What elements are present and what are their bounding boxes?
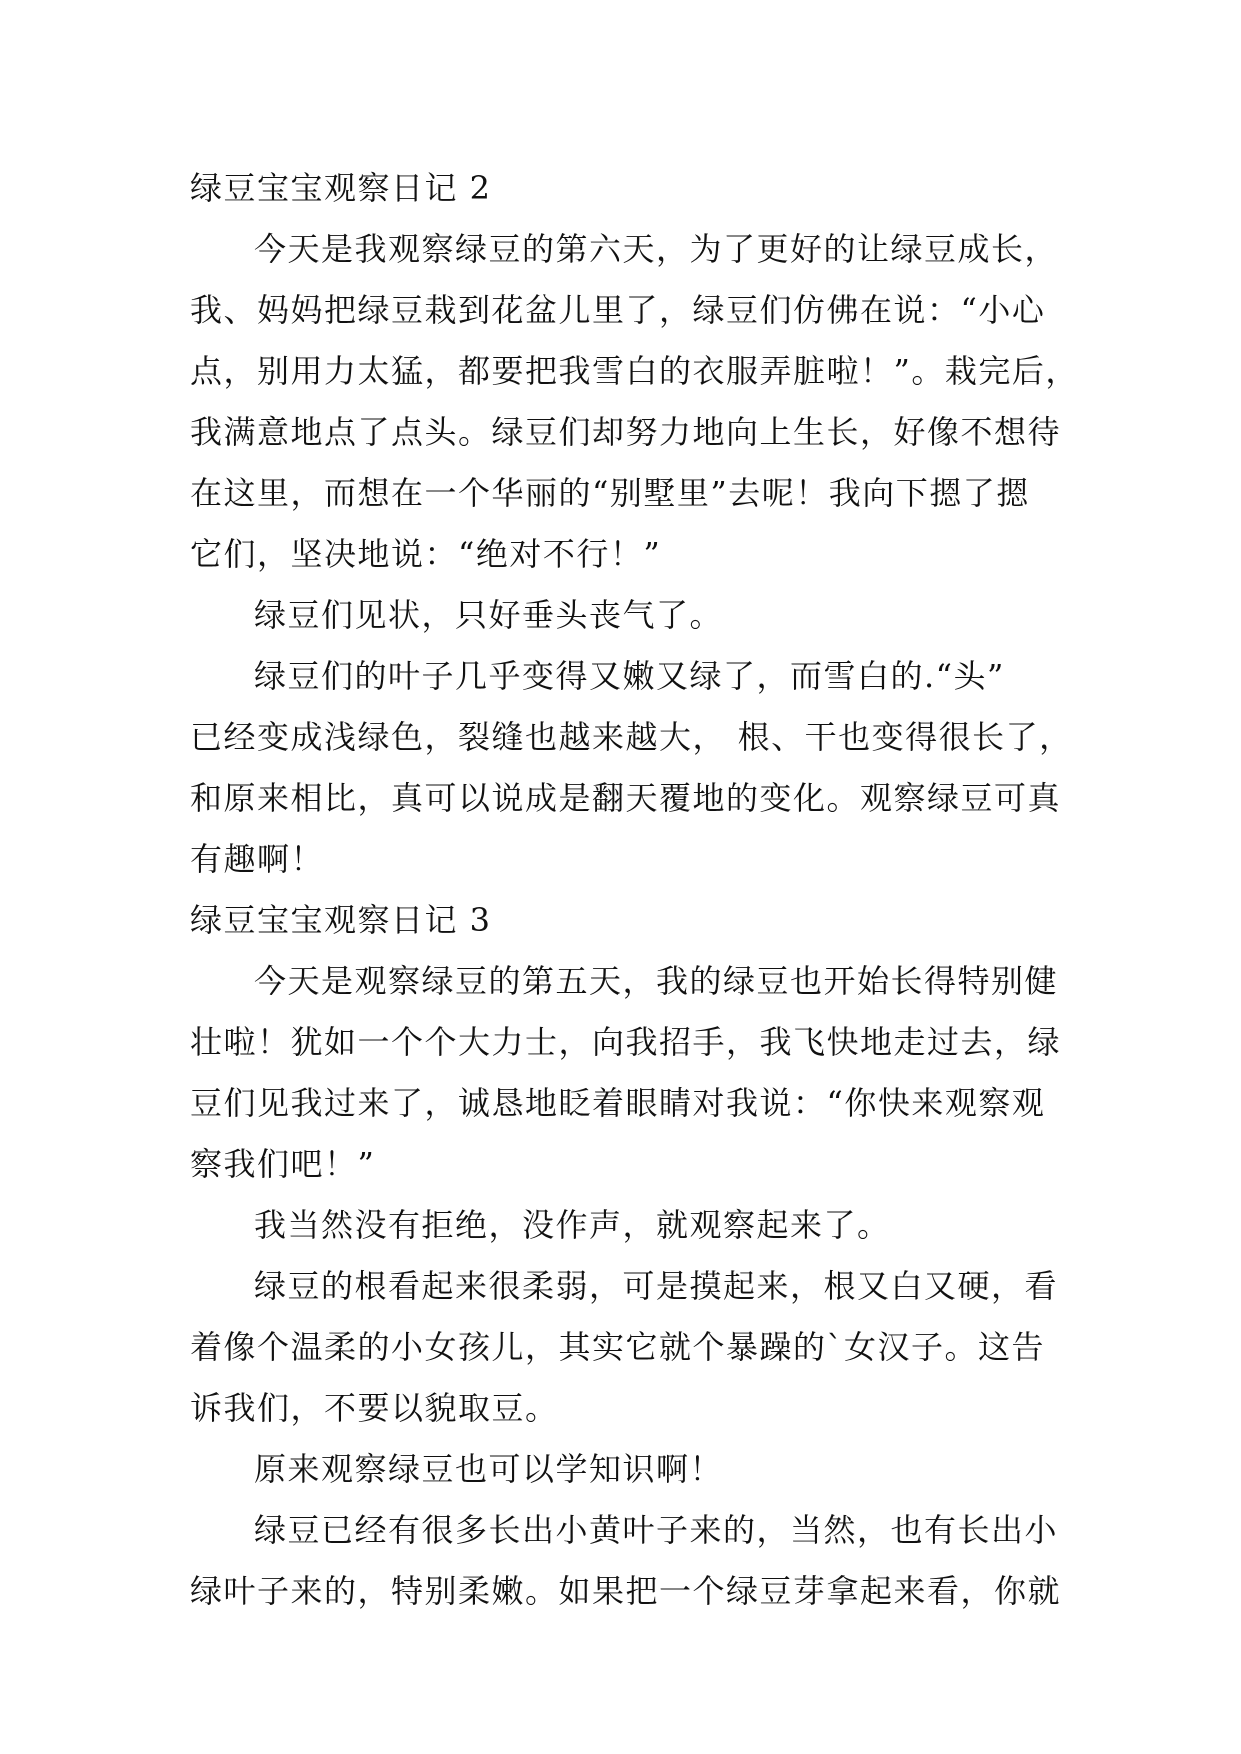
section-title: 绿豆宝宝观察日记 3 <box>190 901 492 939</box>
text-line: 和原来相比，真可以说成是翻天覆地的变化。观察绿豆可真 <box>190 779 1062 817</box>
text-line: 我当然没有拒绝，没作声，就观察起来了。 <box>254 1206 891 1244</box>
text-line: 已经变成浅绿色，裂缝也越来越大， 根、干也变得很长了， <box>190 718 1073 756</box>
paragraph <box>190 951 1080 1195</box>
text-line: 绿豆已经有很多长出小黄叶子来的，当然，也有长出小 <box>254 1511 1059 1549</box>
paragraph <box>190 1195 1080 1256</box>
paragraph <box>190 1500 1080 1622</box>
text-line: 豆们见我过来了，诚恳地眨着眼睛对我说：“你快来观察观 <box>190 1084 1046 1122</box>
paragraph <box>190 219 1080 585</box>
text-line: 我、妈妈把绿豆栽到花盆儿里了，绿豆们仿佛在说：“小心 <box>190 291 1046 329</box>
text-line: 绿豆们的叶子几乎变得又嫩又绿了，而雪白的.“头” <box>254 657 1005 695</box>
text-line: 绿豆们见状，只好垂头丧气了。 <box>254 596 724 634</box>
text-line: 今天是观察绿豆的第五天，我的绿豆也开始长得特别健 <box>254 962 1059 1000</box>
text-line: 着像个温柔的小女孩儿，其实它就个暴躁的`女汉子。这告 <box>190 1328 1046 1366</box>
paragraph <box>190 646 1080 890</box>
diary-entry-3 <box>190 890 1080 1622</box>
text-line: 它们，坚决地说：“绝对不行！” <box>190 535 662 573</box>
text-line: 诉我们，不要以貌取豆。 <box>190 1389 559 1427</box>
section-title: 绿豆宝宝观察日记 2 <box>190 169 492 207</box>
text-line: 点，别用力太猛，都要把我雪白的衣服弄脏啦！”。栽完后， <box>190 352 1079 390</box>
text-line: 我满意地点了点头。绿豆们却努力地向上生长，好像不想待 <box>190 413 1062 451</box>
text-line: 察我们吧！” <box>190 1145 376 1183</box>
text-line: 在这里，而想在一个华丽的“别墅里”去呢！我向下摁了摁 <box>190 474 1030 512</box>
text-line: 有趣啊！ <box>190 840 325 878</box>
text-line: 壮啦！犹如一个个大力士，向我招手，我飞快地走过去，绿 <box>190 1023 1062 1061</box>
paragraph <box>190 1256 1080 1439</box>
paragraph <box>190 1439 1080 1500</box>
document-body <box>190 158 1080 1622</box>
text-line: 绿叶子来的，特别柔嫩。如果把一个绿豆芽拿起来看，你就 <box>190 1572 1062 1610</box>
diary-entry-2 <box>190 158 1080 890</box>
text-line: 原来观察绿豆也可以学知识啊！ <box>254 1450 724 1488</box>
text-line: 绿豆的根看起来很柔弱，可是摸起来，根又白又硬，看 <box>254 1267 1059 1305</box>
text-line: 今天是我观察绿豆的第六天，为了更好的让绿豆成长， <box>254 230 1059 268</box>
paragraph <box>190 585 1080 646</box>
